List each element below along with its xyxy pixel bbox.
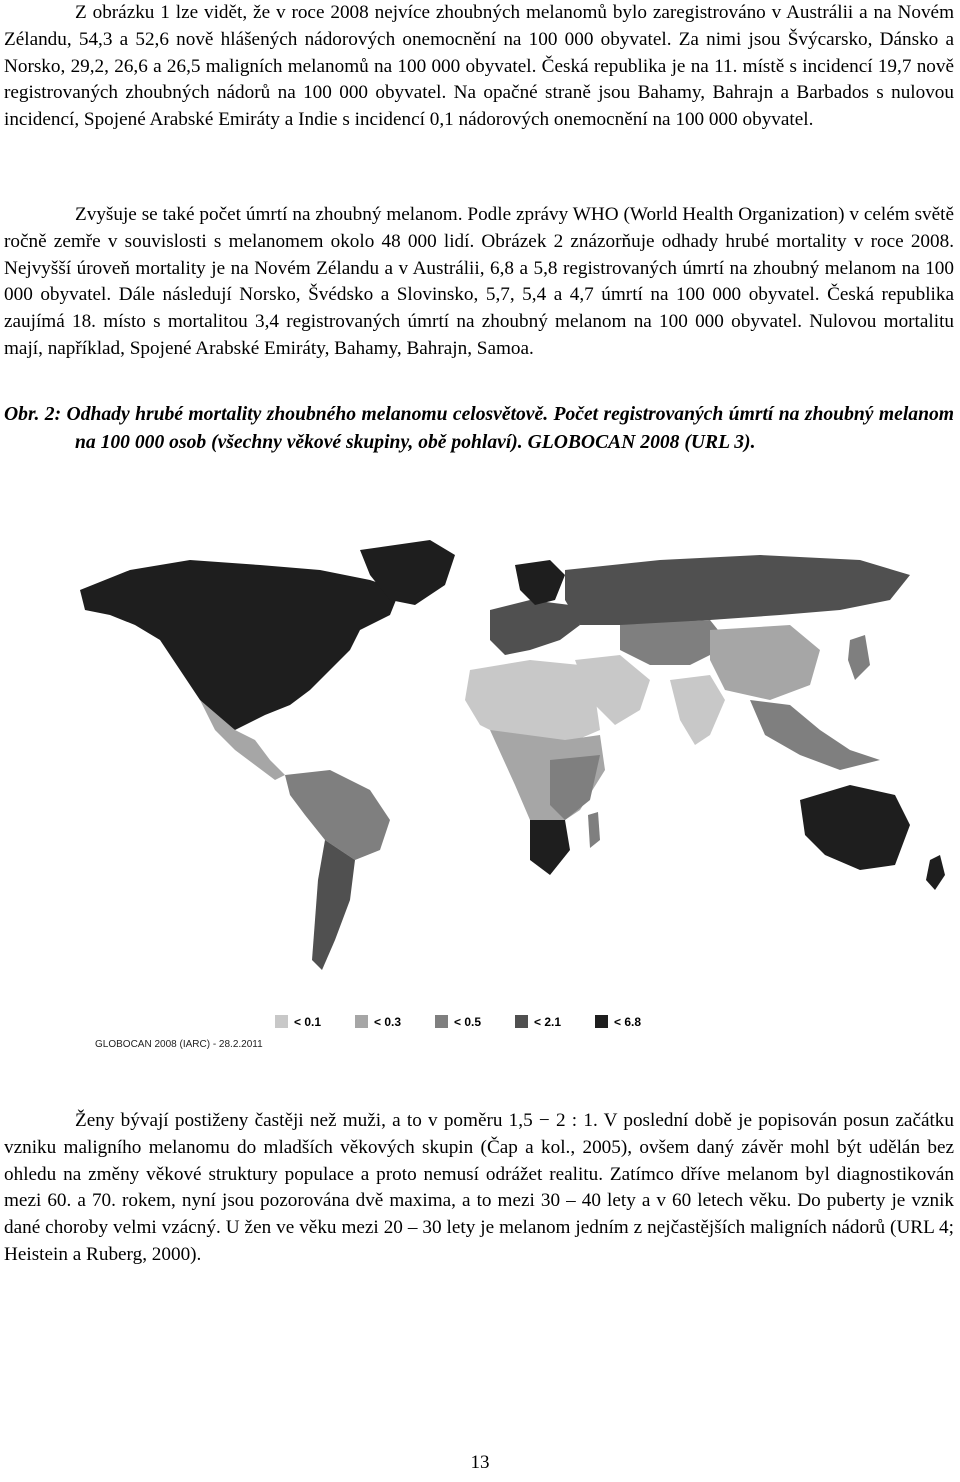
- legend-label: < 2.1: [534, 1015, 562, 1029]
- scandinavia: [515, 560, 565, 605]
- legend-swatch: [435, 1015, 448, 1028]
- legend-swatch: [595, 1015, 608, 1028]
- south-america-south: [312, 840, 355, 970]
- world-map: [60, 530, 960, 1000]
- legend-item: [595, 1012, 641, 1032]
- legend-swatch: [355, 1015, 368, 1028]
- legend-item: [275, 1012, 321, 1032]
- china: [710, 625, 820, 700]
- legend-label: < 0.1: [294, 1015, 322, 1029]
- india: [670, 675, 725, 745]
- figure-caption: Obr. 2: Odhady hrubé mortality zhoubného melanomu celosvětově. Počet registrovaných úmrtí na zhoubný melanom na 100 000 osob (všechny věkové skupiny, obě pohlaví). GLOBOCAN 2008 (URL 3).: [4, 404, 954, 453]
- australia: [800, 785, 910, 870]
- north-america: [80, 560, 400, 730]
- legend-swatch: [515, 1015, 528, 1028]
- southeast-asia: [750, 700, 880, 770]
- map-legend: [275, 1012, 745, 1034]
- legend-label: < 6.8: [614, 1015, 642, 1029]
- africa-south: [530, 820, 570, 875]
- paragraph-mortality: Zvyšuje se také počet úmrtí na zhoubný melanom. Podle zprávy WHO (World Health Organization) v celém světě ročně zemře v souvislosti s melanomem okolo 48 000 lidí. Obrázek 2 znázorňuje odhady hrubé mortality v roce 2008. Nejvyšší úroveň mortality je na Novém Zélandu a v Austrálii, 6,8 a 5,8 registrovaných úmrtí na zhoubný melanom na 100 000 obyvatel. Dále následují Norsko, Švédsko a Slovinsko, 5,7, 5,4 a 4,7 úmrtí na 100 000 obyvatel. Česká republika zaujímá 18. místo s mortalitou 3,4 registrovaných úmrtí na zhoubný melanom na 100 000 obyvatel. Nulovou mortalitu mají, například, Spojené Arabské Emiráty, Bahamy, Bahrajn, Samoa.: [4, 204, 954, 359]
- page-number: 13: [470, 1452, 490, 1473]
- europe: [490, 600, 580, 655]
- paragraph-incidence: Z obrázku 1 lze vidět, že v roce 2008 nejvíce zhoubných melanomů bylo zaregistrováno v Austrálii a na Novém Zélandu, 54,3 a 52,6 nově hlášených nádorových onemocnění na 100 000 obyvatel. Za nimi jsou Švýcarsko, Dánsko a Norsko, 29,2, 26,6 a 26,5 maligních melanomů na 100 000 obyvatel. Česká republika je na 11. místě s incidencí 19,7 nově registrovaných zhoubných nádorů na 100 000 obyvatel. Na opačné straně jsou Bahamy, Bahrajn a Barbados s nulovou incidencí, Spojené Arabské Emiráty a Indie s incidencí 0,1 nádorových onemocnění na 100 000 obyvatel.: [4, 2, 954, 131]
- legend-item: [355, 1012, 401, 1032]
- paragraph-demographics: Ženy bývají postiženy častěji než muži, a to v poměru 1,5 − 2 : 1. V poslední době je popisován posun začátku vzniku maligního melanomu do mladších věkových skupin (Čap a kol., 2005), ovšem daný závěr mohl být udělán bez ohledu na změny věkové struktury populace a proto nemusí odrážet realitu. Zatímco dříve melanom byl diagnostikován mezi 60. a 70. rokem, nyní jsou pozorována dvě maxima, a to mezi 30 – 40 lety a v 60 letech věku. Do puberty je vznik dané choroby velmi vzácný. U žen ve věku mezi 20 – 30 lety je melanom jedním z nejčastějších maligních nádorů (URL 4; Heistein a Ruberg, 2000).: [4, 1110, 954, 1265]
- mortality-world-map-figure: [60, 530, 960, 1070]
- japan: [848, 635, 870, 680]
- new-zealand: [926, 855, 945, 890]
- south-america-north: [285, 770, 390, 860]
- legend-item: [515, 1012, 561, 1032]
- legend-label: < 0.5: [454, 1015, 482, 1029]
- russia: [565, 555, 910, 625]
- madagascar: [588, 812, 600, 848]
- africa-north: [465, 660, 600, 745]
- legend-label: < 0.3: [374, 1015, 402, 1029]
- legend-swatch: [275, 1015, 288, 1028]
- legend-item: [435, 1012, 481, 1032]
- africa-east: [550, 755, 600, 820]
- map-source-note: GLOBOCAN 2008 (IARC) - 28.2.2011: [95, 1039, 263, 1050]
